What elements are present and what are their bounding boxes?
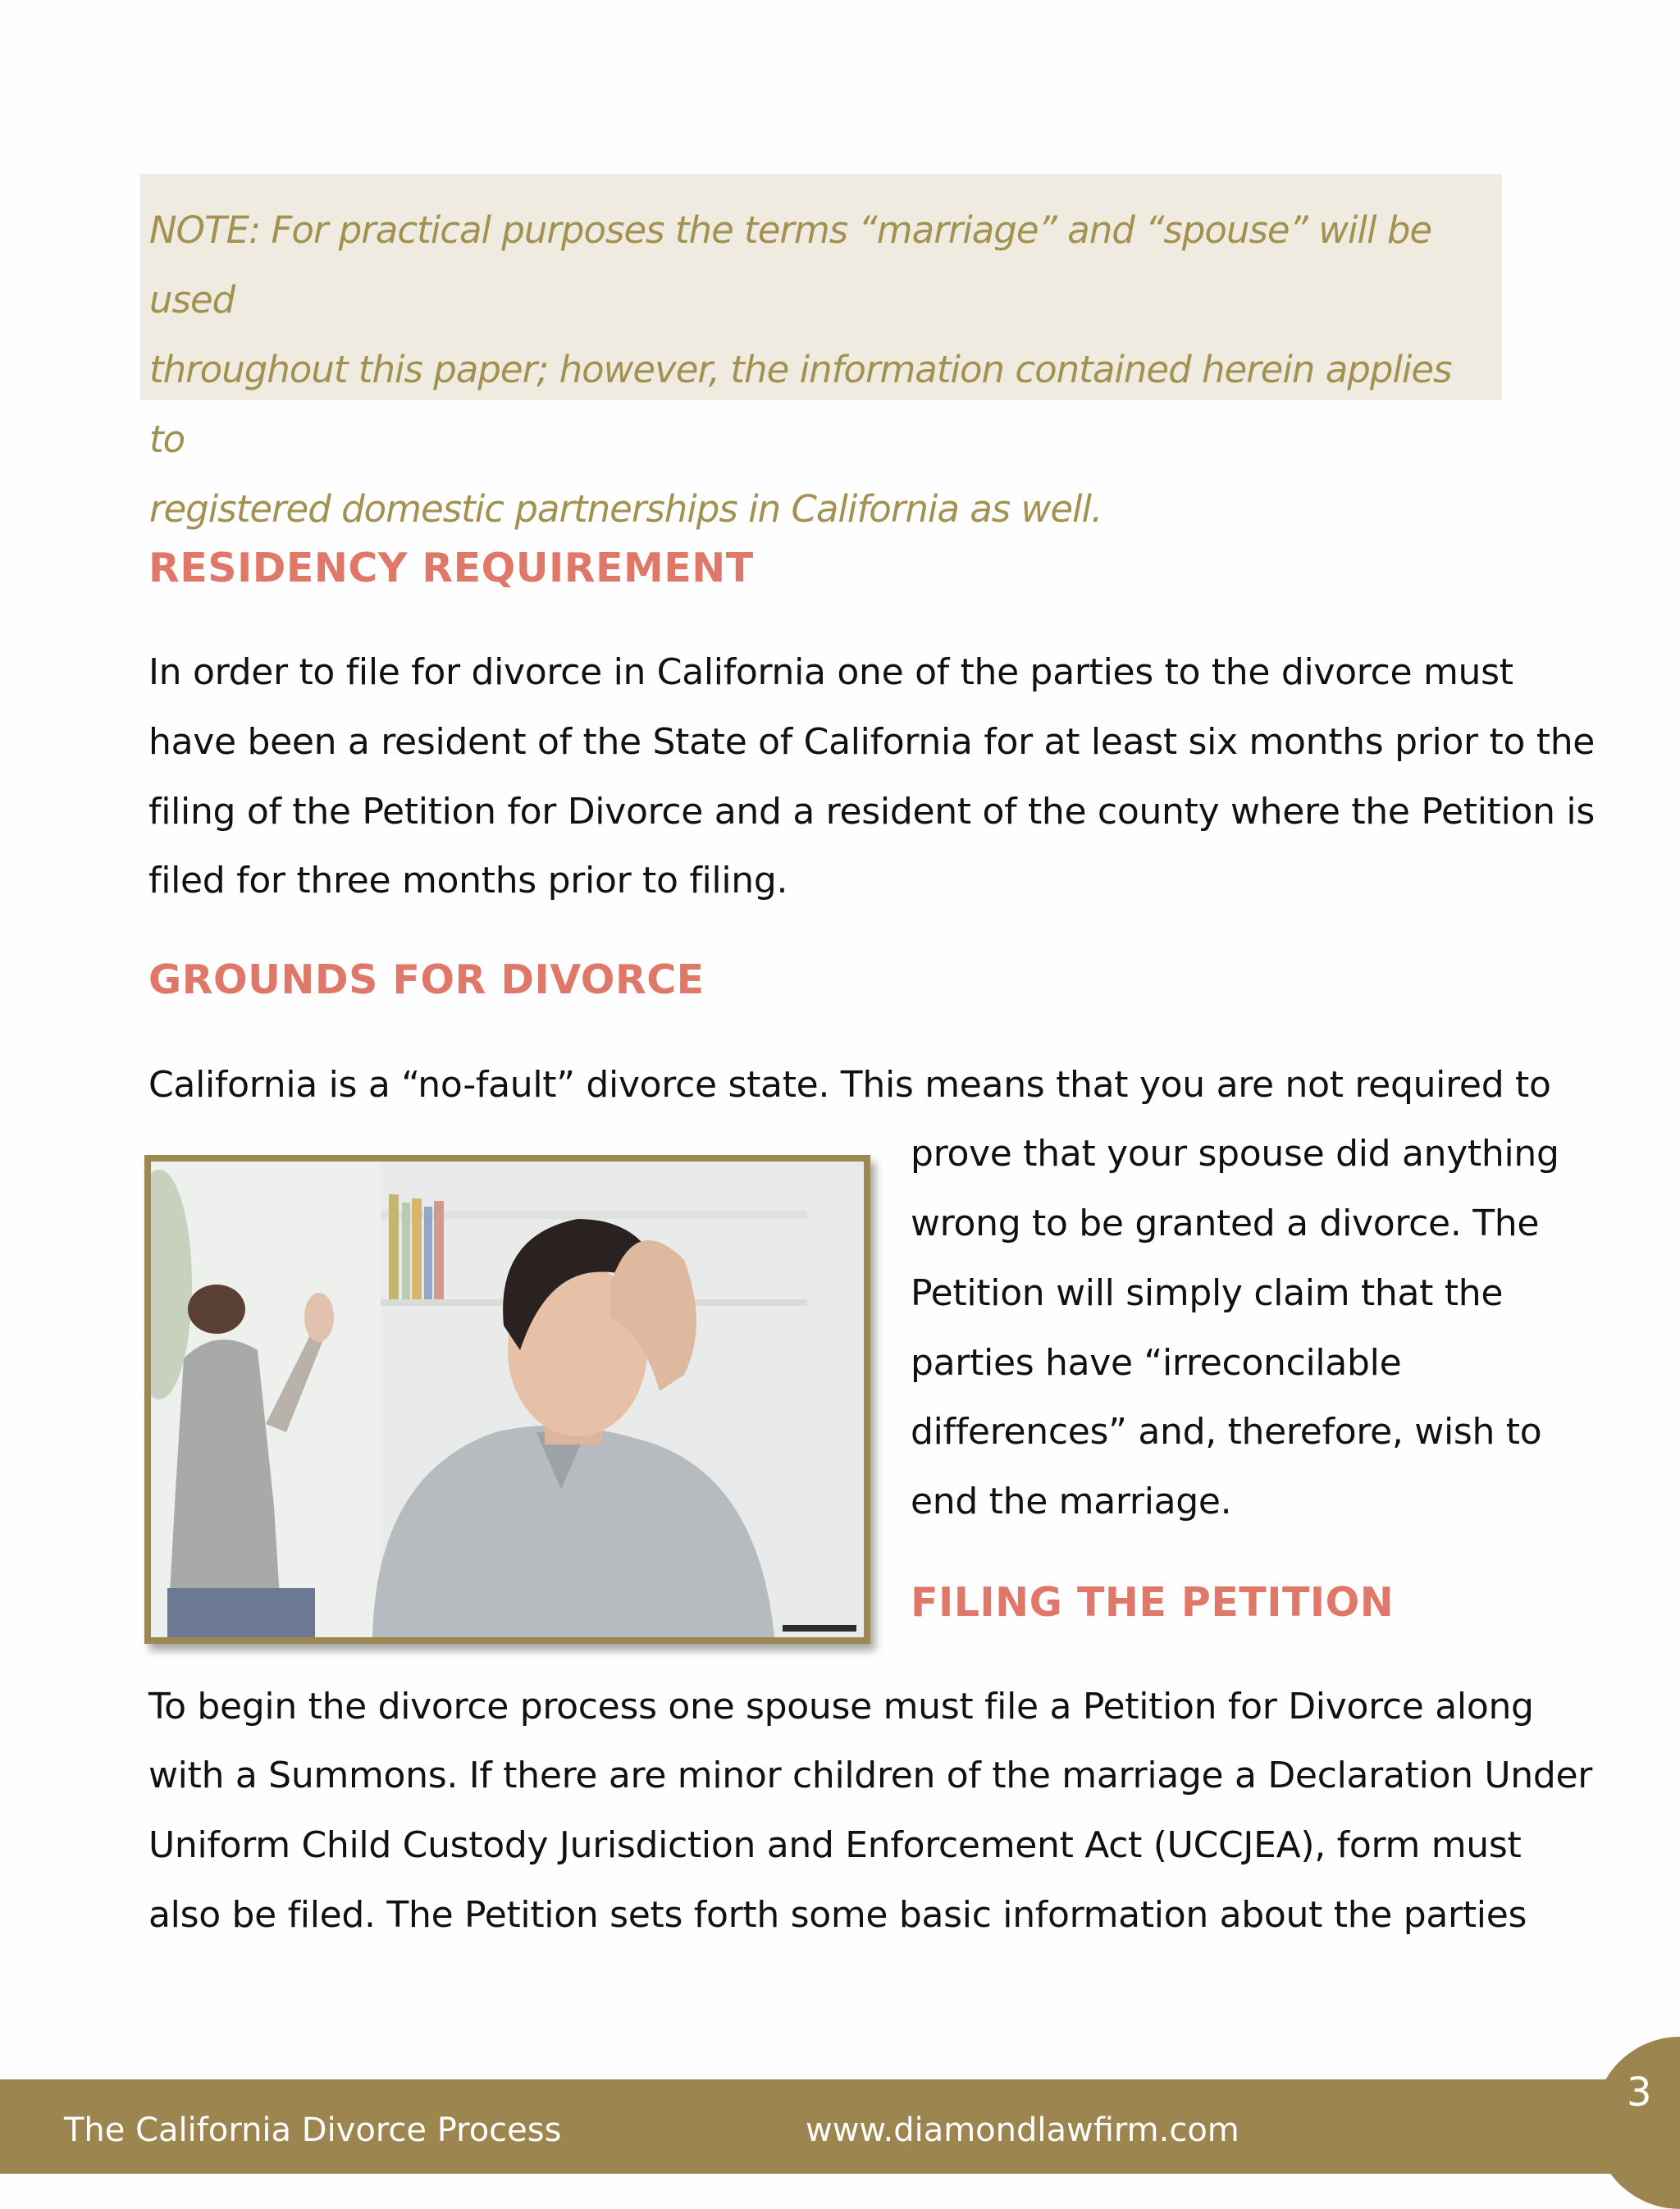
residency-line: have been a resident of the State of California for at least six months prior to the [148,721,1596,763]
couple-photo [144,1155,870,1644]
footer-title: The California Divorce Process [64,2111,562,2149]
filing-line: To begin the divorce process one spouse must file a Petition for Divorce along [148,1686,1534,1727]
residency-line: filed for three months prior to filing. [148,860,788,901]
filing-line: with a Summons. If there are minor children of the marriage a Declaration Under [148,1755,1593,1796]
note-line: registered domestic partnerships in California as well. [149,487,1102,531]
footer-website[interactable]: www.diamondlawfirm.com [806,2111,1239,2149]
grounds-line: California is a “no-fault” divorce state. This means that you are not required to [148,1064,1551,1106]
grounds-line: parties have “irreconcilable [911,1342,1402,1384]
grounds-line: prove that your spouse did anything [911,1133,1559,1175]
page-number-badge [1594,2037,1680,2209]
filing-heading: FILING THE PETITION [911,1579,1395,1626]
grounds-line: Petition will simply claim that the [911,1272,1504,1314]
grounds-line: differences” and, therefore, wish to [911,1411,1542,1453]
note-line: NOTE: For practical purposes the terms “marriage” and “spouse” will be used [149,208,1432,322]
note-box [140,174,1502,531]
residency-line: In order to file for divorce in California one of the parties to the divorce must [148,651,1513,693]
grounds-line: wrong to be granted a divorce. The [911,1203,1540,1244]
grounds-heading: GROUNDS FOR DIVORCE [148,956,705,1003]
residency-heading: RESIDENCY REQUIREMENT [148,545,754,591]
page-number: 3 [1627,2070,1652,2115]
filing-line: also be filed. The Petition sets forth some basic information about the parties [148,1894,1527,1936]
grounds-line: end the marriage. [911,1481,1232,1522]
note-line: throughout this paper; however, the information contained herein applies to [149,348,1452,461]
filing-line: Uniform Child Custody Jurisdiction and Enforcement Act (UCCJEA), form must [148,1824,1522,1866]
footer-bar [0,2079,1680,2174]
residency-line: filing of the Petition for Divorce and a resident of the county where the Petition is [148,791,1595,833]
